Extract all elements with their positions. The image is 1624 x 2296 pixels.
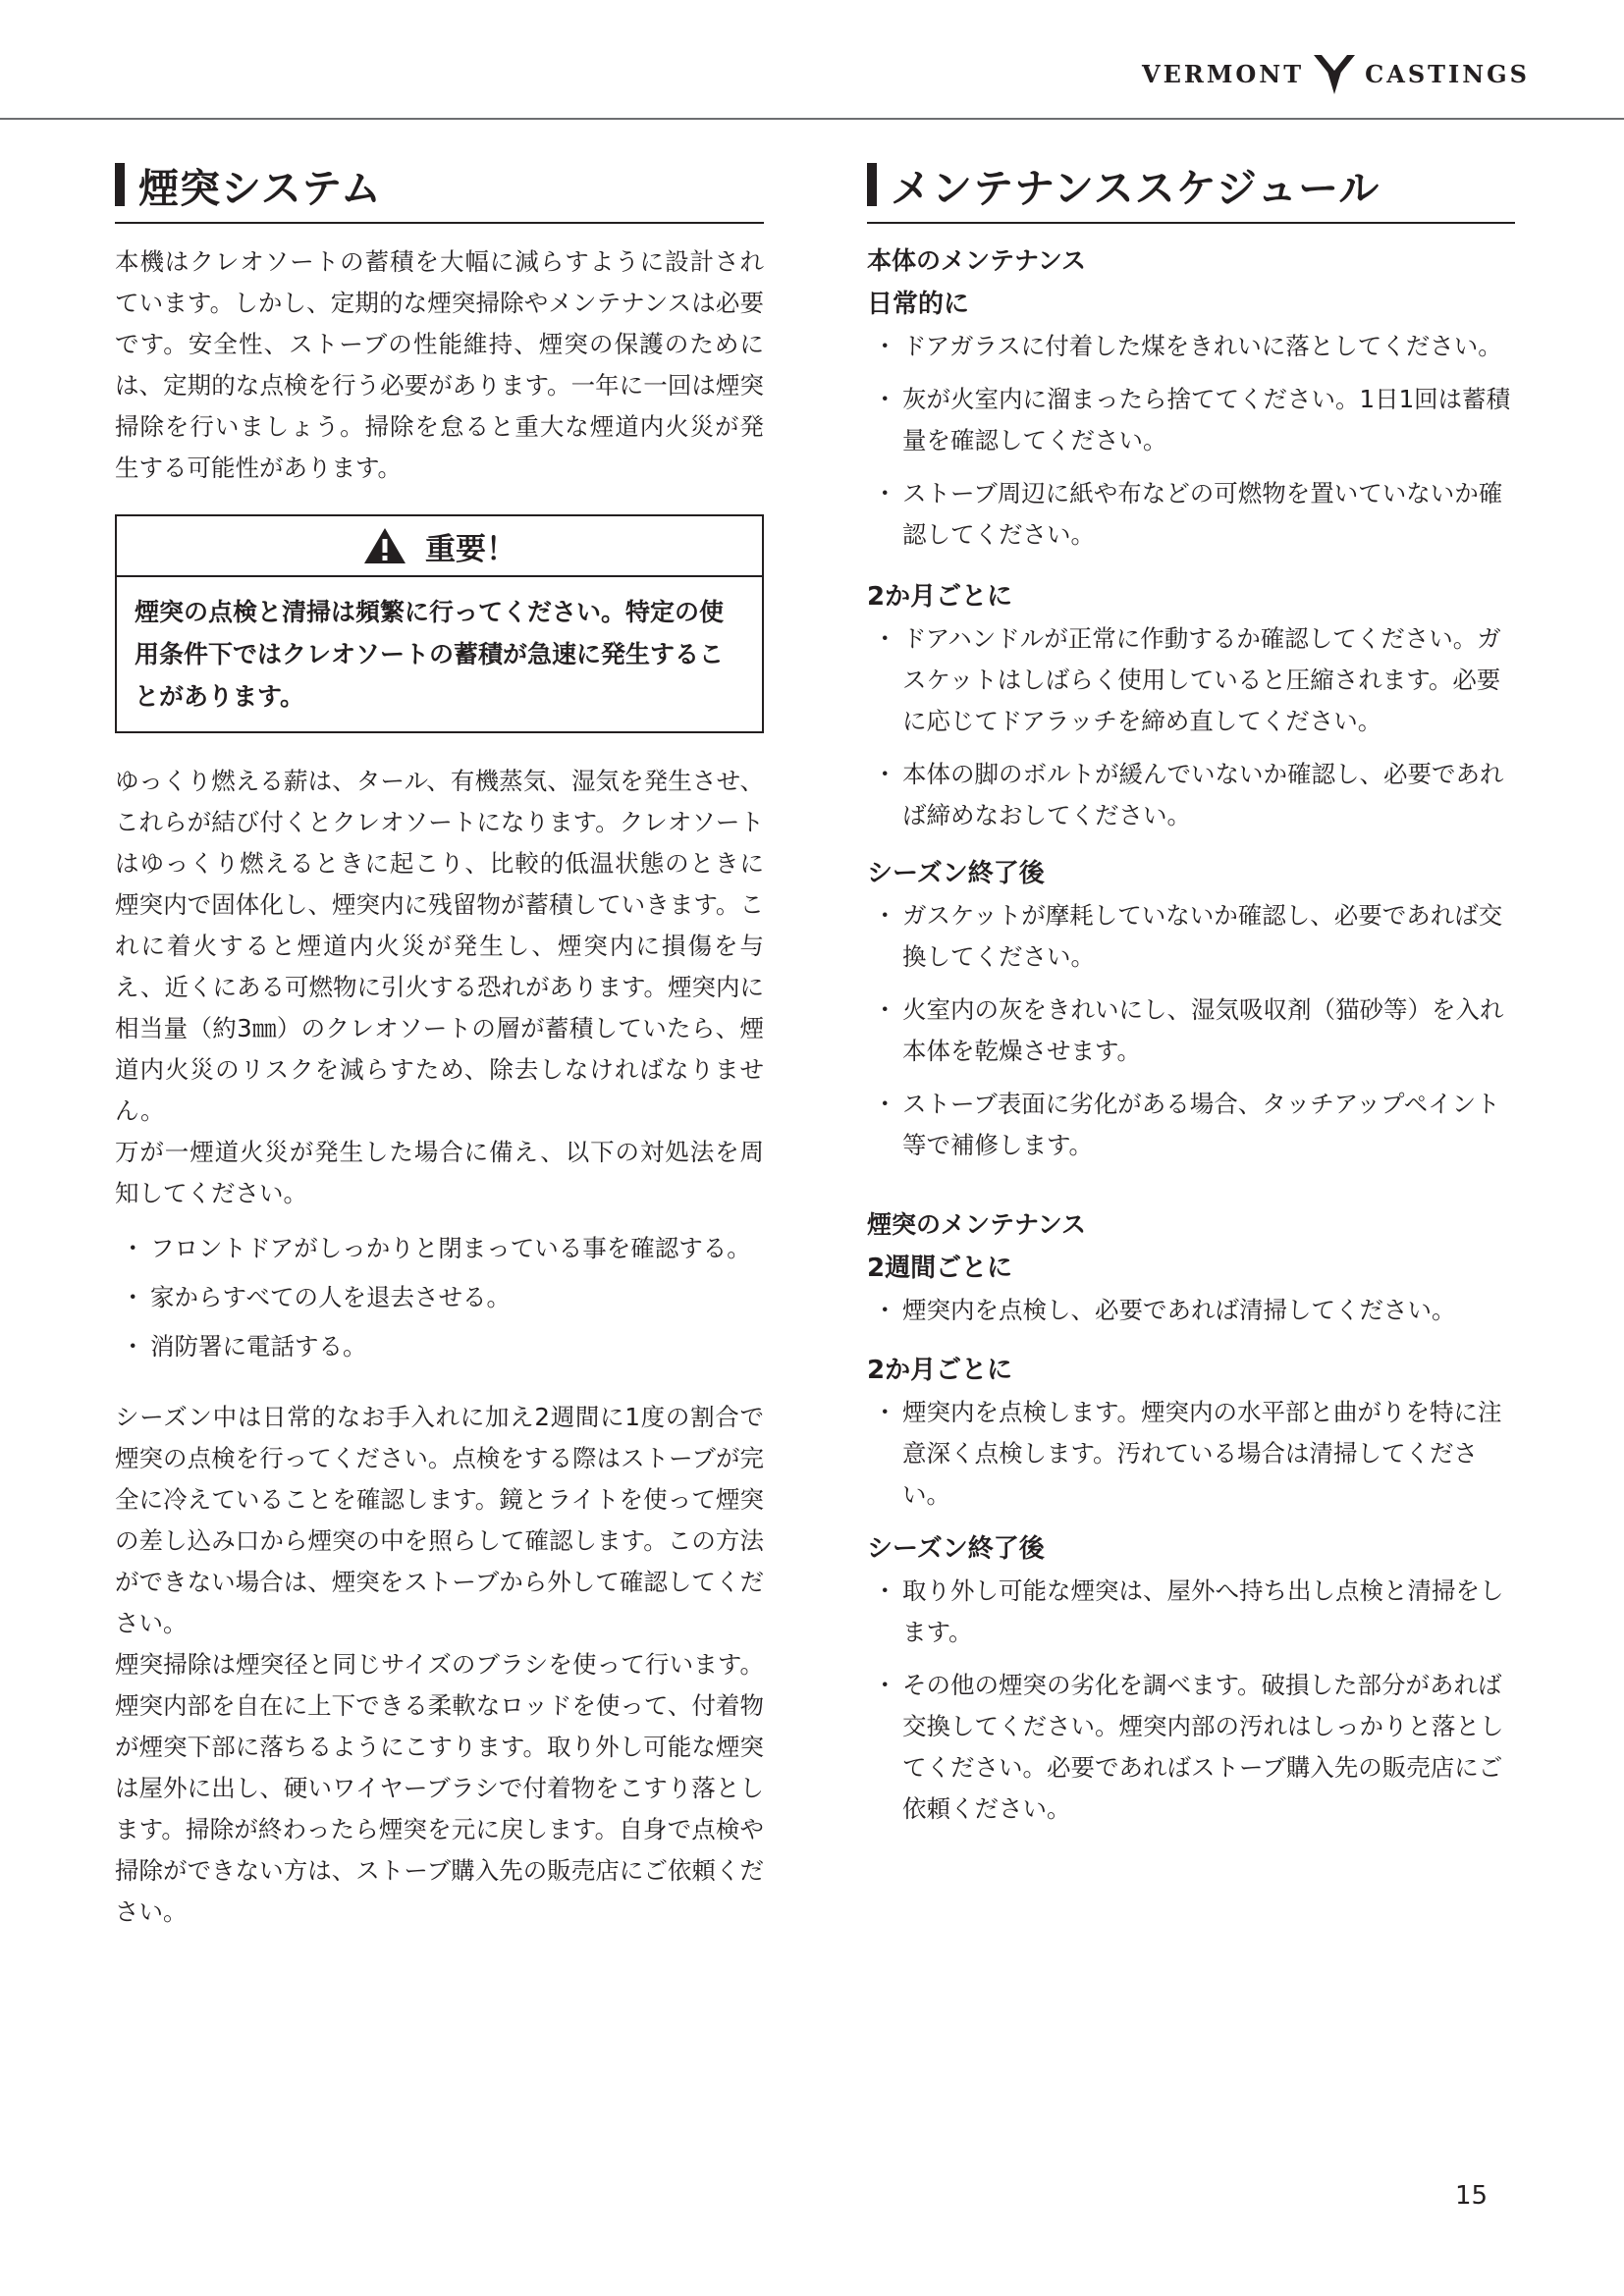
heading-marker [867,163,877,206]
inspection-paragraph: シーズン中は日常的なお手入れに加え2週間に1度の割合で煙突の点検を行ってください。点検をする際はストーブが完全に冷えていることを確認します。鏡とライトを使って煙突の差し込み口から煙突の中を照らして確認します。この方法ができない場合は、煙突をストーブから外して確認してください。 [115,1403,764,1637]
biweekly-heading: 2週間ごとに [867,1254,1013,1283]
list-item: ・ ドアハンドルが正常に作動するか確認してください。ガスケットはしばらく使用していると圧縮されます。必要に応じてドアラッチを締め直してください。 [873,624,1501,735]
daily-list [867,326,1515,556]
vermont-castings-emblem-icon [1312,51,1357,96]
section-title: 煙突システム [138,164,382,212]
fire-response-intro: 万が一煙道火災が発生した場合に備え、以下の対処法を周知してください。 [115,1138,764,1207]
chimney-season-end-heading: シーズン終了後 [867,1534,1045,1564]
list-item: ・ 家からすべての人を退去させる。 [121,1283,512,1311]
chimney-season-end-list [867,1571,1515,1830]
brand-logo [1142,51,1530,96]
creosote-paragraph: ゆっくり燃える薪は、タール、有機蒸気、湿気を発生させ、これらが結び付くとクレオソートになります。クレオソートはゆっくり燃えるときに起こり、比較的低温状態のときに煙突内で固体化し、煙突内に残留物が蓄積していきます。これに着火すると煙道内火災が発生し、煙突内に損傷を与え、近くにある可燃物に引火する恐れがあります。煙突内に相当量（約3㎜）のクレオソートの層が蓄積していたら、煙道内火災のリスクを減らすため、除去しなければなりません。 [115,767,765,1125]
list-item: ・ 煙突内を点検します。煙突内の水平部と曲がりを特に注意深く点検します。汚れている場合は清掃してください。 [873,1398,1502,1509]
list-item: ・ 灰が火室内に溜まったら捨ててください。1日1回は蓄積量を確認してください。 [873,385,1511,454]
bimonthly-heading: 2か月ごとに [867,582,1013,612]
list-item: ・ ガスケットが摩耗していないか確認し、必要であれば交換してください。 [873,901,1503,971]
list-item: ・ その他の煙突の劣化を調べます。破損した部分があれば交換してください。煙突内部の汚れはしっかりと落としてください。必要であればストーブ購入先の販売店にご依頼ください。 [873,1671,1504,1823]
brand-name-right: CASTINGS [1365,59,1530,88]
chimney-maintenance-heading: 煙突のメンテナンス [867,1210,1087,1239]
fire-response-list [115,1228,764,1367]
list-item: ・ 消防署に電話する。 [121,1332,367,1361]
list-item: ・ ストーブ周辺に紙や布などの可燃物を置いていないか確認してください。 [873,479,1503,549]
section-heading-maintenance-schedule [867,157,1515,224]
brand-name-left: VERMONT [1141,59,1305,88]
list-item: ・ 本体の脚のボルトが緩んでいないか確認し、必要であれば締めなおしてください。 [873,760,1504,829]
list-item: ・ 火室内の灰をきれいにし、湿気吸収剤（猫砂等）を入れ本体を乾燥させます。 [873,995,1504,1065]
list-item: ・ ストーブ表面に劣化がある場合、タッチアップペイント等で補修します。 [873,1090,1500,1159]
daily-heading: 日常的に [867,290,970,319]
header-divider [0,118,1624,120]
list-item: ・ 取り外し可能な煙突は、屋外へ持ち出し点検と清掃をします。 [873,1576,1504,1646]
heading-marker [115,163,125,206]
important-notice-text: 煙突の点検と清掃は頻繁に行ってください。特定の使用条件下ではクレオソートの蓄積が急速に発生することがあります。 [135,598,725,711]
bimonthly-list [867,618,1515,836]
warning-triangle-icon [362,526,407,565]
important-label: 重要！ [425,531,516,567]
important-notice-header [117,516,762,577]
biweekly-list [867,1290,1515,1331]
section-heading-chimney-system [115,157,764,224]
page-number: 15 [1455,2181,1489,2211]
page-header [0,0,1624,120]
season-end-heading: シーズン終了後 [867,859,1045,888]
cleaning-paragraph: 煙突掃除は煙突径と同じサイズのブラシを使って行います。煙突内部を自在に上下できる柔軟なロッドを使って、付着物が煙突下部に落ちるようにこすります。取り外し可能な煙突は屋外に出し、硬いワイヤーブラシで付着物をこすり落とします。掃除が終わったら煙突を元に戻します。自身で点検や掃除ができない方は、ストーブ購入先の販売店にご依頼ください。 [115,1650,764,1926]
left-column [115,157,764,1933]
chimney-bimonthly-heading: 2か月ごとに [867,1356,1013,1385]
intro-paragraph: 本機はクレオソートの蓄積を大幅に減らすように設計されています。しかし、定期的な煙突掃除やメンテナンスは必要です。安全性、ストーブの性能維持、煙突の保護のためには、定期的な点検を行う必要があります。一年に一回は煙突掃除を行いましょう。掃除を怠ると重大な煙道内火災が発生する可能性があります。 [115,247,764,482]
body-maintenance-heading: 本体のメンテナンス [867,246,1087,275]
right-column [867,157,1515,1843]
list-item: ・ ドアガラスに付着した煤をきれいに落としてください。 [873,332,1502,360]
list-item: ・ 煙突内を点検し、必要であれば清掃してください。 [873,1296,1456,1324]
season-end-list [867,895,1515,1166]
list-item: ・ フロントドアがしっかりと閉まっている事を確認する。 [121,1234,751,1262]
chimney-bimonthly-list [867,1392,1515,1516]
section-title: メンテナンススケジュール [891,164,1380,212]
important-notice-box [115,514,764,733]
